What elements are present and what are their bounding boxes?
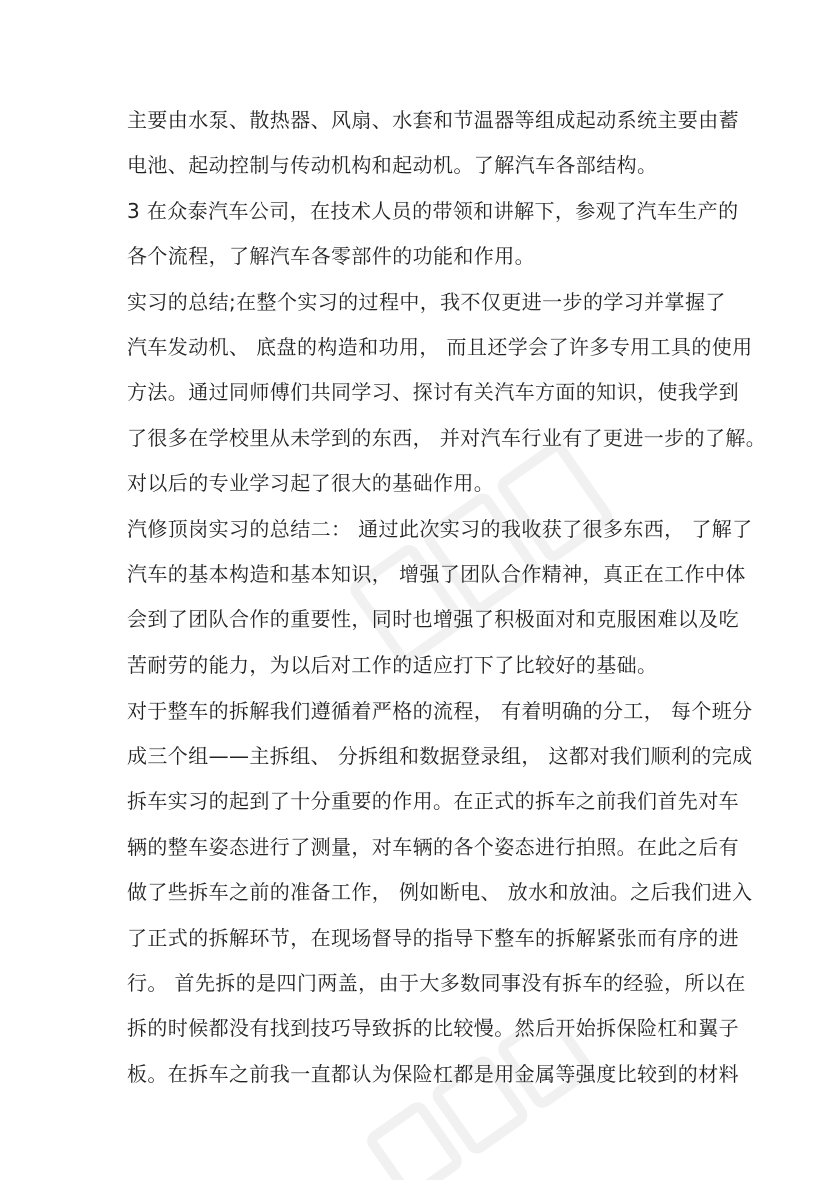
text-line: 实习的总结;在整个实习的过程中，我不仅更进一步的学习并掌握了: [127, 290, 726, 314]
text-line: 3 在众泰汽车公司，在技术人员的带领和讲解下，参观了汽车生产的: [127, 199, 739, 223]
text-line: 主要由水泵、散热器、风扇、水套和节温器等组成起动系统主要由蓄: [127, 108, 739, 132]
text-line: 汽车的基本构造和基本知识， 增强了团队合作精神，真正在工作中体: [127, 562, 746, 586]
text-line: 板。在拆车之前我一直都认为保险杠都是用金属等强度比较到的材料: [127, 1062, 739, 1086]
text-line: 汽修顶岗实习的总结二： 通过此次实习的我收获了很多东西， 了解了: [127, 517, 753, 541]
text-line: 苦耐劳的能力，为以后对工作的适应打下了比较好的基础。: [127, 653, 658, 677]
text-line: 各个流程，了解汽车各零部件的功能和作用。: [127, 244, 535, 268]
text-line: 拆车实习的起到了十分重要的作用。在正式的拆车之前我们首先对车: [127, 789, 739, 813]
text-line: 拆的时候都没有找到技巧导致拆的比较慢。然后开始拆保险杠和翼子: [127, 1016, 739, 1040]
text-line: 汽车发动机、 底盘的构造和功用， 而且还学会了许多专用工具的使用: [127, 335, 753, 359]
text-line: 行。 首先拆的是四门两盖，由于大多数同事没有拆车的经验，所以在: [127, 971, 746, 995]
text-line: 对于整车的拆解我们遵循着严格的流程， 有着明确的分工， 每个班分: [127, 699, 753, 723]
text-line: 了正式的拆解环节，在现场督导的指导下整车的拆解紧张而有序的进: [127, 926, 739, 950]
watermark-graphic-bottom: [330, 1030, 630, 1180]
text-line: 做了些拆车之前的准备工作， 例如断电、 放水和放油。之后我们进入: [127, 880, 753, 904]
text-line: 会到了团队合作的重要性，同时也增强了积极面对和克服困难以及吃: [127, 607, 739, 631]
text-line: 了很多在学校里从未学到的东西， 并对汽车行业有了更进一步的了解。: [127, 426, 767, 450]
text-line: 辆的整车姿态进行了测量，对车辆的各个姿态进行拍照。在此之后有: [127, 835, 739, 859]
text-line: 对以后的专业学习起了很大的基础作用。: [127, 471, 495, 495]
text-line: 电池、起动控制与传动机构和起动机。了解汽车各部结构。: [127, 153, 658, 177]
text-line: 成三个组——主拆组、 分拆组和数据登录组， 这都对我们顺利的完成: [127, 744, 753, 768]
text-line: 方法。通过同师傅们共同学习、探讨有关汽车方面的知识，使我学到: [127, 380, 739, 404]
